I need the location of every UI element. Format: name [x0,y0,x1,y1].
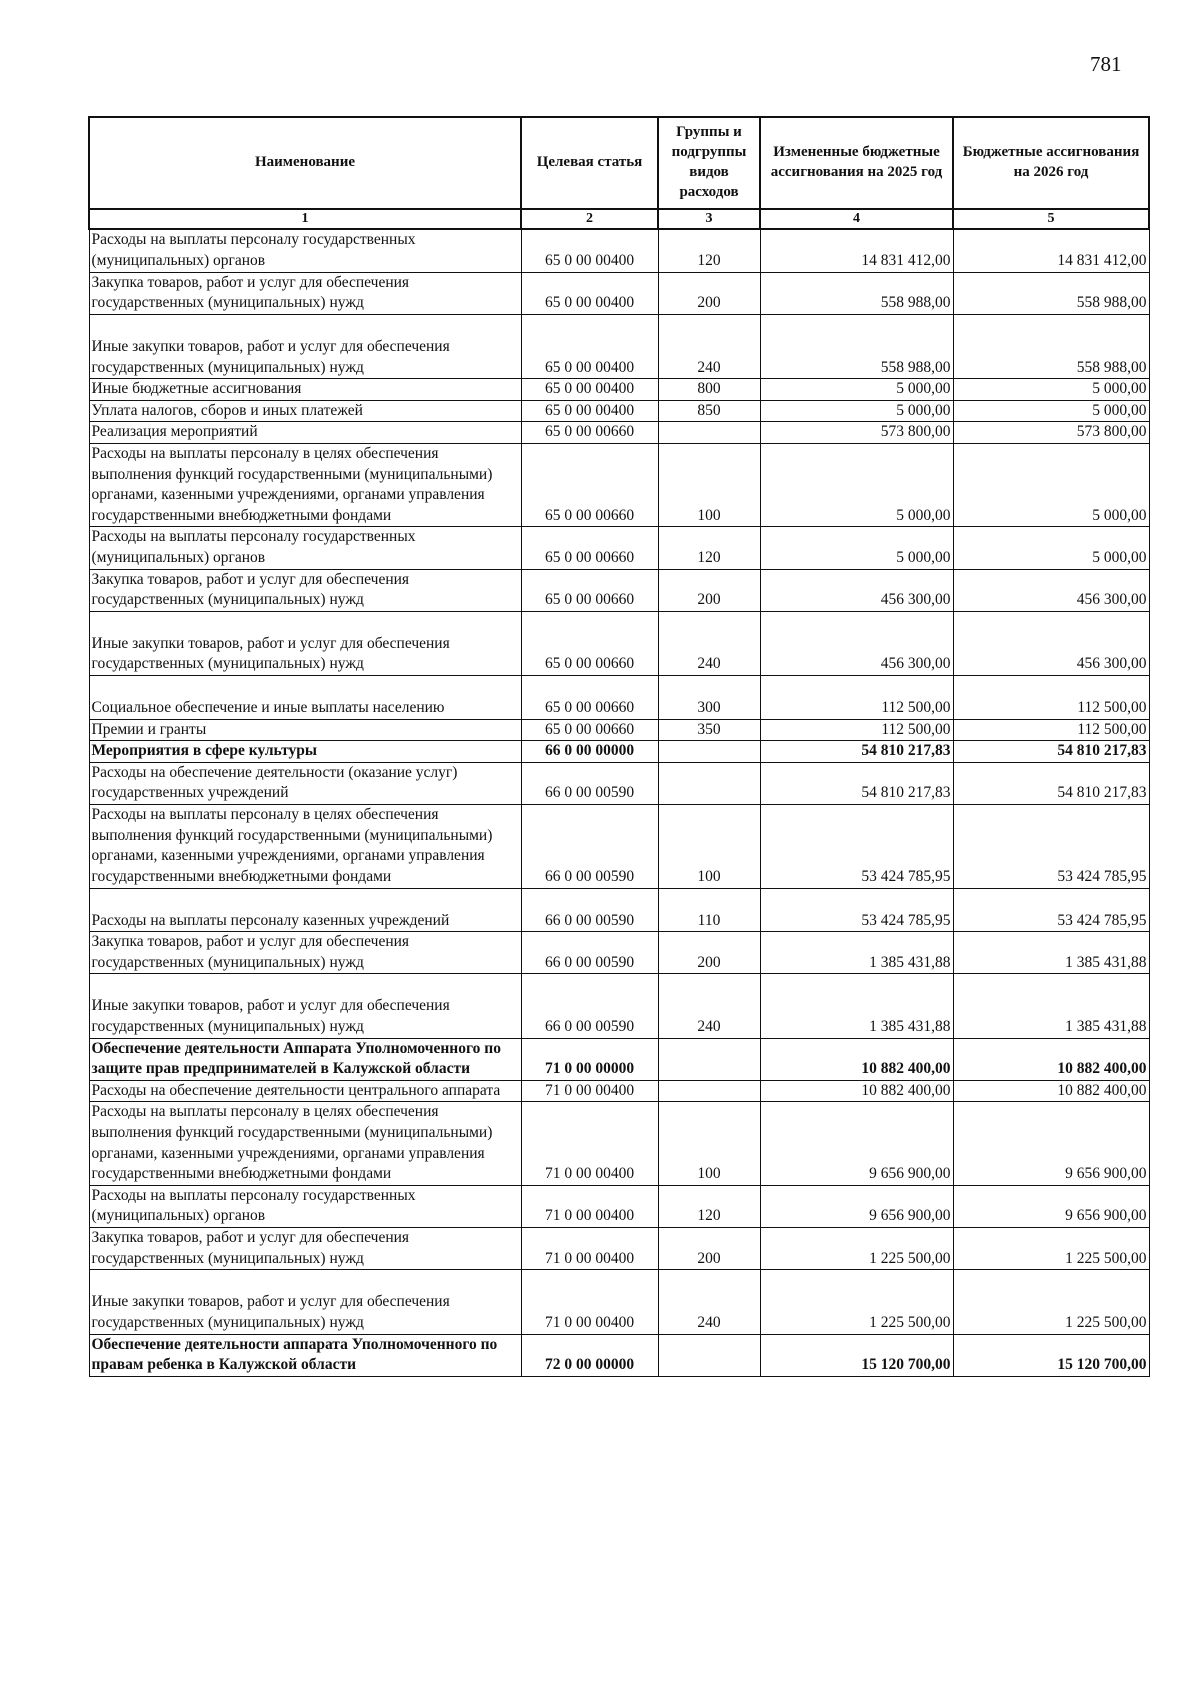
table-row [89,932,1149,974]
budget-table [88,116,1150,1377]
column-number: 4 [760,209,953,229]
row-amount-2025: 5 000,00 [760,527,953,569]
column-number: 2 [521,209,658,229]
row-target-code: 65 0 00 00660 [521,527,658,569]
row-group-code: 850 [658,400,760,422]
table-row [89,741,1149,763]
row-group-code: 100 [658,1102,760,1185]
row-target-code: 66 0 00 00590 [521,805,658,888]
table-row [89,1228,1149,1270]
row-amount-2025: 456 300,00 [760,569,953,611]
row-amount-2025: 1 225 500,00 [760,1270,953,1334]
row-name: Закупка товаров, работ и услуг для обеспечения государственных (муниципальных) нужд [89,1228,521,1270]
row-target-code: 65 0 00 00660 [521,422,658,444]
row-target-code: 71 0 00 00000 [521,1038,658,1080]
row-amount-2026: 1 385 431,88 [953,932,1149,974]
row-name: Иные закупки товаров, работ и услуг для обеспечения государственных (муниципальных) нужд [89,1270,521,1334]
row-name: Расходы на выплаты персоналу в целях обеспечения выполнения функций государственными (муниципальными) органами, казенными учреждениями, органами управления государственными внебюджетными фондами [89,805,521,888]
table-row [89,676,1149,720]
row-group-code: 110 [658,888,760,932]
row-group-code: 350 [658,719,760,741]
row-amount-2026: 54 810 217,83 [953,762,1149,804]
row-amount-2026: 112 500,00 [953,719,1149,741]
row-group-code: 800 [658,379,760,401]
row-amount-2025: 558 988,00 [760,314,953,378]
row-amount-2026: 5 000,00 [953,527,1149,569]
row-amount-2026: 54 810 217,83 [953,741,1149,763]
row-name: Уплата налогов, сборов и иных платежей [89,400,521,422]
row-amount-2026: 9 656 900,00 [953,1102,1149,1185]
row-amount-2026: 53 424 785,95 [953,805,1149,888]
row-amount-2026: 558 988,00 [953,272,1149,314]
header-target: Целевая статья [521,117,658,209]
row-amount-2026: 456 300,00 [953,569,1149,611]
row-amount-2025: 54 810 217,83 [760,762,953,804]
row-amount-2026: 5 000,00 [953,379,1149,401]
row-name: Иные закупки товаров, работ и услуг для обеспечения государственных (муниципальных) нужд [89,974,521,1038]
row-target-code: 66 0 00 00590 [521,932,658,974]
row-name: Расходы на выплаты персоналу государственных (муниципальных) органов [89,527,521,569]
row-name: Закупка товаров, работ и услуг для обеспечения государственных (муниципальных) нужд [89,272,521,314]
table-row [89,762,1149,804]
row-name: Закупка товаров, работ и услуг для обеспечения государственных (муниципальных) нужд [89,932,521,974]
row-amount-2026: 5 000,00 [953,400,1149,422]
row-group-code: 200 [658,272,760,314]
row-target-code: 65 0 00 00660 [521,443,658,526]
row-name: Расходы на выплаты персоналу казенных учреждений [89,888,521,932]
row-target-code: 71 0 00 00400 [521,1270,658,1334]
table-row [89,272,1149,314]
row-group-code: 240 [658,1270,760,1334]
row-target-code: 71 0 00 00400 [521,1080,658,1102]
table-row [89,422,1149,444]
row-target-code: 65 0 00 00400 [521,314,658,378]
row-amount-2025: 456 300,00 [760,611,953,675]
table-row [89,527,1149,569]
row-amount-2026: 10 882 400,00 [953,1038,1149,1080]
table-row [89,379,1149,401]
row-amount-2026: 15 120 700,00 [953,1334,1149,1376]
row-amount-2025: 53 424 785,95 [760,888,953,932]
row-target-code: 66 0 00 00000 [521,741,658,763]
table-body [89,229,1149,1376]
row-target-code: 65 0 00 00400 [521,272,658,314]
row-group-code [658,422,760,444]
row-target-code: 65 0 00 00400 [521,400,658,422]
row-name: Реализация мероприятий [89,422,521,444]
row-name: Социальное обеспечение и иные выплаты населению [89,676,521,720]
row-group-code: 120 [658,229,760,272]
table-row [89,1038,1149,1080]
row-target-code: 66 0 00 00590 [521,762,658,804]
column-number: 1 [89,209,521,229]
row-amount-2025: 1 225 500,00 [760,1228,953,1270]
table-row [89,1334,1149,1376]
row-amount-2025: 573 800,00 [760,422,953,444]
page-number: 781 [1090,52,1122,76]
row-target-code: 66 0 00 00590 [521,888,658,932]
row-amount-2025: 53 424 785,95 [760,805,953,888]
row-amount-2025: 54 810 217,83 [760,741,953,763]
table-row [89,805,1149,888]
row-amount-2025: 9 656 900,00 [760,1102,953,1185]
row-group-code: 100 [658,443,760,526]
row-amount-2026: 1 385 431,88 [953,974,1149,1038]
row-target-code: 72 0 00 00000 [521,1334,658,1376]
row-name: Мероприятия в сфере культуры [89,741,521,763]
row-amount-2025: 112 500,00 [760,719,953,741]
row-group-code: 300 [658,676,760,720]
row-target-code: 66 0 00 00590 [521,974,658,1038]
header-amount-2025: Измененные бюджетные ассигнования на 2025 год [760,117,953,209]
row-name: Иные закупки товаров, работ и услуг для обеспечения государственных (муниципальных) нужд [89,611,521,675]
table-row [89,400,1149,422]
row-group-code [658,762,760,804]
header-amount-2026: Бюджетные ассигнования на 2026 год [953,117,1149,209]
row-group-code: 100 [658,805,760,888]
row-amount-2026: 10 882 400,00 [953,1080,1149,1102]
table-row [89,229,1149,272]
row-amount-2025: 5 000,00 [760,443,953,526]
row-amount-2025: 558 988,00 [760,272,953,314]
row-amount-2025: 10 882 400,00 [760,1080,953,1102]
row-amount-2025: 1 385 431,88 [760,974,953,1038]
row-group-code: 240 [658,611,760,675]
row-amount-2026: 456 300,00 [953,611,1149,675]
column-number: 3 [658,209,760,229]
row-target-code: 65 0 00 00400 [521,379,658,401]
table-row [89,611,1149,675]
row-target-code: 65 0 00 00660 [521,719,658,741]
row-amount-2026: 5 000,00 [953,443,1149,526]
row-name: Расходы на выплаты персоналу государственных (муниципальных) органов [89,1185,521,1227]
row-amount-2025: 112 500,00 [760,676,953,720]
table-row [89,719,1149,741]
row-name: Расходы на выплаты персоналу в целях обеспечения выполнения функций государственными (муниципальными) органами, казенными учреждениями, органами управления государственными внебюджетными фондами [89,1102,521,1185]
table-row [89,1102,1149,1185]
header-name: Наименование [89,117,521,209]
row-name: Обеспечение деятельности Аппарата Уполномоченного по защите прав предпринимателей в Калужской области [89,1038,521,1080]
table-row [89,888,1149,932]
row-name: Расходы на выплаты персоналу государственных (муниципальных) органов [89,229,521,272]
row-name: Расходы на выплаты персоналу в целях обеспечения выполнения функций государственными (муниципальными) органами, казенными учреждениями, органами управления государственными внебюджетными фондами [89,443,521,526]
row-name: Премии и гранты [89,719,521,741]
column-number: 5 [953,209,1149,229]
row-amount-2025: 15 120 700,00 [760,1334,953,1376]
table-row [89,1080,1149,1102]
header-group: Группы и подгруппы видов расходов [658,117,760,209]
row-amount-2026: 9 656 900,00 [953,1185,1149,1227]
table-row [89,443,1149,526]
row-amount-2025: 14 831 412,00 [760,229,953,272]
row-group-code: 240 [658,974,760,1038]
row-amount-2026: 1 225 500,00 [953,1270,1149,1334]
row-group-code: 200 [658,1228,760,1270]
column-number-row [89,209,1149,229]
row-target-code: 65 0 00 00660 [521,611,658,675]
row-amount-2026: 14 831 412,00 [953,229,1149,272]
row-target-code: 71 0 00 00400 [521,1185,658,1227]
row-amount-2026: 558 988,00 [953,314,1149,378]
table-row [89,974,1149,1038]
row-amount-2025: 5 000,00 [760,400,953,422]
row-amount-2025: 10 882 400,00 [760,1038,953,1080]
row-group-code: 120 [658,1185,760,1227]
row-group-code: 200 [658,932,760,974]
row-target-code: 71 0 00 00400 [521,1228,658,1270]
row-target-code: 71 0 00 00400 [521,1102,658,1185]
table-row [89,569,1149,611]
header-row [89,117,1149,209]
row-group-code [658,1080,760,1102]
row-name: Расходы на обеспечение деятельности (оказание услуг) государственных учреждений [89,762,521,804]
row-name: Закупка товаров, работ и услуг для обеспечения государственных (муниципальных) нужд [89,569,521,611]
table-row [89,1185,1149,1227]
row-group-code [658,1038,760,1080]
row-amount-2025: 9 656 900,00 [760,1185,953,1227]
row-name: Иные закупки товаров, работ и услуг для обеспечения государственных (муниципальных) нужд [89,314,521,378]
row-target-code: 65 0 00 00660 [521,676,658,720]
row-group-code: 200 [658,569,760,611]
row-target-code: 65 0 00 00660 [521,569,658,611]
row-group-code [658,1334,760,1376]
row-target-code: 65 0 00 00400 [521,229,658,272]
row-group-code: 240 [658,314,760,378]
row-amount-2025: 5 000,00 [760,379,953,401]
table-row [89,1270,1149,1334]
row-name: Расходы на обеспечение деятельности центрального аппарата [89,1080,521,1102]
row-amount-2026: 112 500,00 [953,676,1149,720]
row-amount-2026: 1 225 500,00 [953,1228,1149,1270]
row-group-code: 120 [658,527,760,569]
row-name: Обеспечение деятельности аппарата Уполномоченного по правам ребенка в Калужской области [89,1334,521,1376]
table-row [89,314,1149,378]
row-name: Иные бюджетные ассигнования [89,379,521,401]
row-group-code [658,741,760,763]
row-amount-2026: 53 424 785,95 [953,888,1149,932]
row-amount-2025: 1 385 431,88 [760,932,953,974]
row-amount-2026: 573 800,00 [953,422,1149,444]
